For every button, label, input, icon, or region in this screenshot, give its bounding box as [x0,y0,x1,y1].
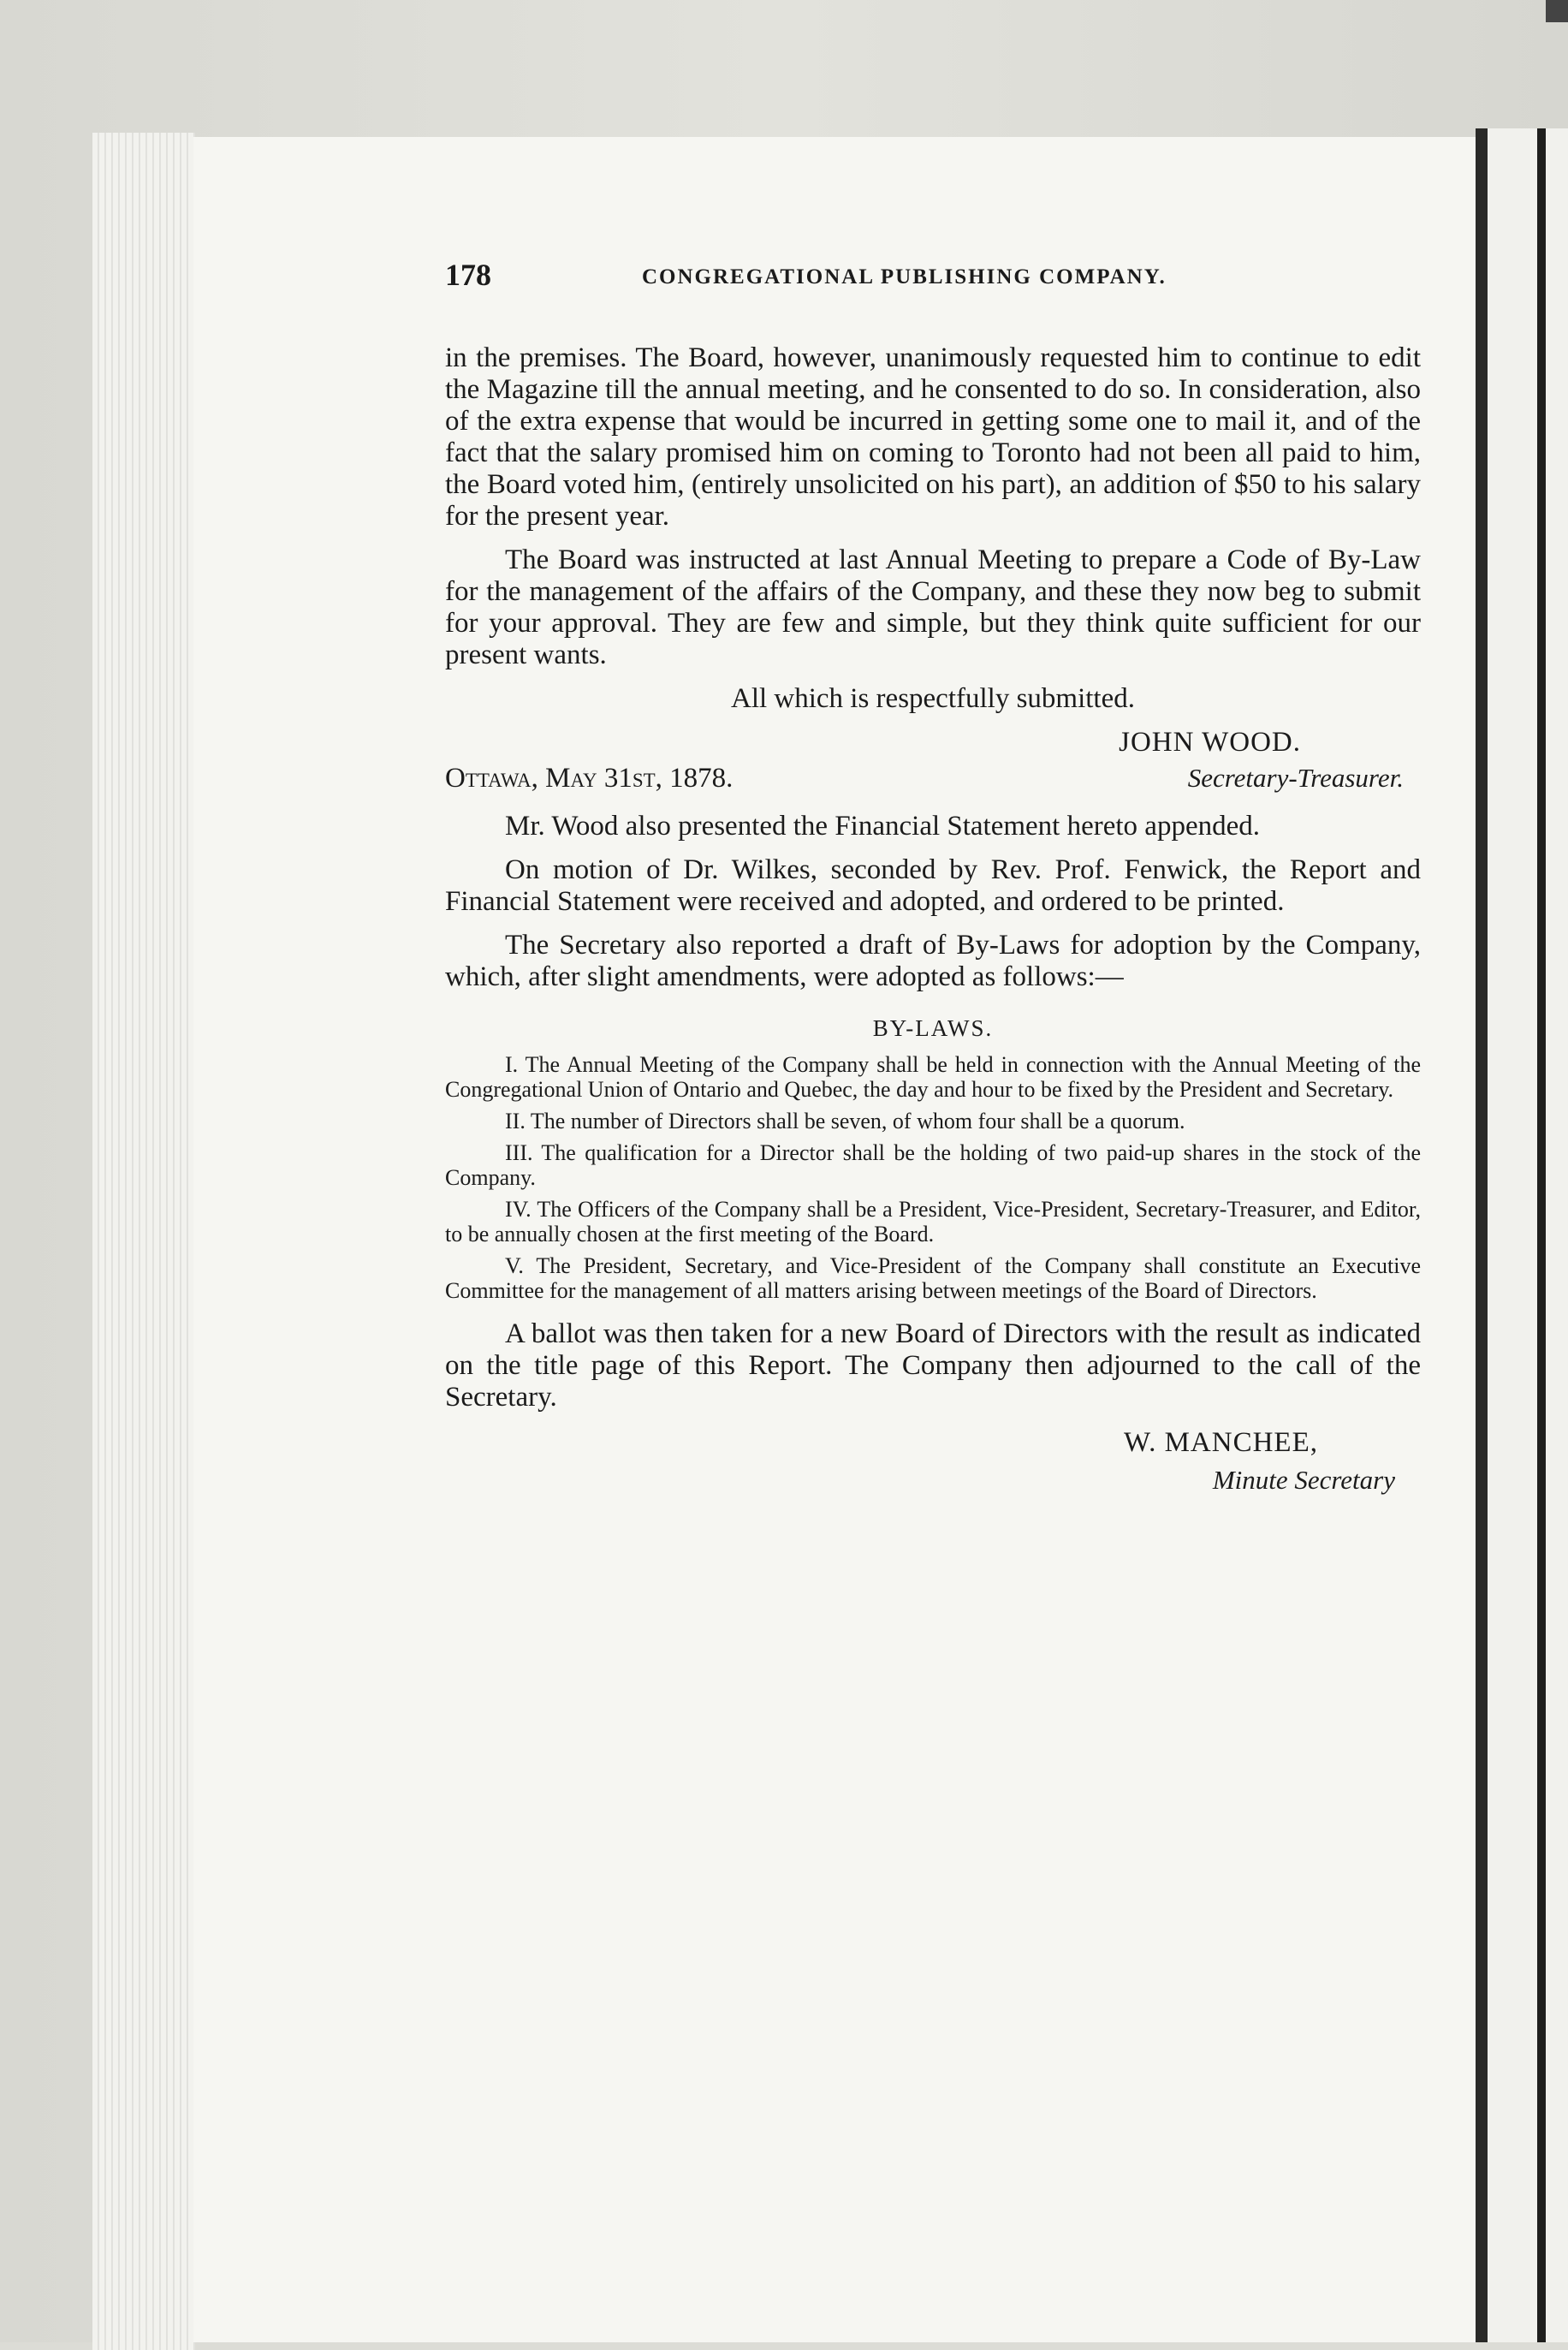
minute-secretary-role: Minute Secretary [1212,1465,1395,1495]
paragraph: A ballot was then taken for a new Board of Directors with the result as indicated on the title page of this Report. The Company then adjourned to the call of the Secretary. [445,1318,1421,1413]
bylaw-item: IV. The Officers of the Company shall be a President, Vice-President, Secretary-Treasurer, and Editor, to be annually chosen at the first meeting of the Board. [445,1197,1421,1246]
page-edges [92,133,195,2350]
paragraph: The Board was instructed at last Annual Meeting to prepare a Code of By-Law for the management of the affairs of the Company, and these they now beg to submit for your approval. They are few and simple, but they think quite sufficient for our present wants. [445,544,1421,670]
bylaw-item: III. The qualification for a Director shall be the holding of two paid-up shares in the stock of the Company. [445,1140,1421,1190]
signer-role: Secretary-Treasurer. [1187,763,1404,793]
paragraph: The Secretary also reported a draft of By-Laws for adoption by the Company, which, after slight amendments, were adopted as follows:— [445,930,1421,992]
paragraph: Mr. Wood also presented the Financial Statement hereto appended. [505,811,1260,842]
bylaws-heading: BY-LAWS. [872,1015,994,1041]
page-number: 178 [445,258,491,292]
date-line [445,763,1421,799]
date-place: Ottawa, May 31st, 1878. [445,763,734,794]
paragraph: On motion of Dr. Wilkes, seconded by Rev. Prof. Fenwick, the Report and Financial Statement were received and adopted, and ordered to be printed. [445,854,1421,917]
bylaw-item: V. The President, Secretary, and Vice-President of the Company shall constitute an Executive Committee for the management of all matters arising between meetings of the Board of Directors. [445,1253,1421,1303]
closing-line: All which is respectfully submitted. [730,683,1135,714]
bylaw-item: II. The number of Directors shall be seven, of whom four shall be a quorum. [505,1109,1185,1133]
minute-secretary-name: W. MANCHEE, [1123,1427,1318,1458]
paragraph: in the premises. The Board, however, unanimously requested him to continue to edit the Magazine till the annual meeting, and he consented to do so. In consideration, also of the extra expense that would be incurred in getting some one to mail it, and of the fact that the salary promised him on coming to Toronto had not been all paid to him, the Board voted him, (entirely unsolicited on his part), an addition of $50 to his salary for the present year. [445,342,1421,532]
running-head [445,257,1421,300]
facing-page [1488,128,1568,2342]
scan-corner-mark [1546,0,1568,22]
running-title: CONGREGATIONAL PUBLISHING COMPANY. [642,265,1167,289]
text-body [445,342,1421,1499]
book-gutter [1476,128,1488,2342]
bylaw-item: I. The Annual Meeting of the Company shall be held in connection with the Annual Meeting of the Congregational Union of Ontario and Quebec, the day and hour to be fixed by the President and Secretary. [445,1052,1421,1102]
signature-block [445,727,1421,763]
signer-name: JOHN WOOD. [1119,727,1301,758]
facing-page-edge [1537,128,1546,2342]
minute-signature [445,1427,1421,1499]
